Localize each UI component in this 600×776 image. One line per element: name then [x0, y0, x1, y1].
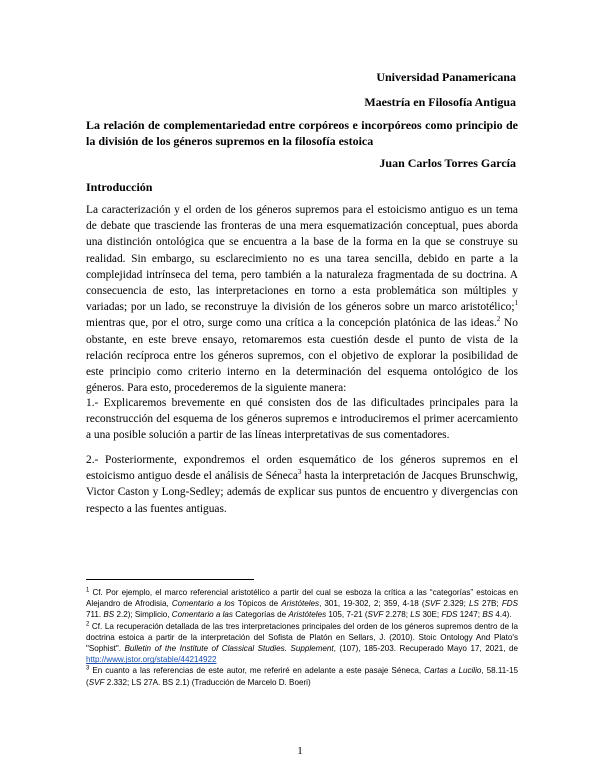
author-name: Juan Carlos Torres García [379, 156, 516, 170]
paragraph-text: hasta la interpretación de Jacques Brunschwig, Victor Caston y Long-Sedley; además de explicar sus puntos de encuentro y divergencias con respecto a las fuentes antiguas. [86, 470, 518, 515]
footnotes [86, 587, 518, 688]
paragraph-step-1: 1.- Explicaremos brevemente en qué consisten dos de las dificultades principales para la reconstrucción del esquema de los géneros supremos e introduciremos el primer acercamiento a una posible solución a partir de las líneas interpretativas de sus comentadores. [86, 397, 518, 442]
paragraph-text: mientras que, por el otro, surge como una crítica a la concepción platónica de las ideas. [86, 317, 497, 330]
footnote-3: $^3$ En cuanto a las referencias de este autor, me referiré en adelante a este pasaje Séneca, Cartas a Lucilio, 58.11-15 (SVF 2.332; LS 27A. BS 2.1) (Traducción de Marcelo D. Boeri) [86, 665, 518, 687]
footnote-number: 1 [86, 587, 90, 594]
footnote-ref[interactable]: 1 [514, 299, 518, 308]
university-name: Universidad Panamericana [376, 70, 516, 84]
paragraph-text: La caracterización y el orden de los géneros supremos para el estoicismo antiguo es un tema de debate que trasciende las fronteras de una mera esquematización conceptual, pues aborda una distinción ontológica que se encuentra a la base de la forma en la que se construye su realidad. Sin embargo, su esclarecimiento no es una tarea sencilla, debido en parte a la complejidad intrínseca del tema, pero también a la naturaleza fragmentada de su doctrina. A consecuencia de esto, las interpretaciones en torno a esta problemática son múltiples y variadas; por un lado, se reconstruye la división de los géneros sobre un marco aristotélico; [86, 204, 518, 314]
document-title: La relación de complementariedad entre corpóreos e incorpóreos como principio de la división de los géneros supremos en la filosofía estoica [86, 118, 518, 148]
footnote-number: 2 [86, 620, 90, 627]
footnote-ref[interactable]: 3 [297, 468, 302, 477]
section-heading: Introducción [86, 180, 153, 194]
footnote-separator [86, 579, 254, 580]
paragraph-text: No obstante, en este breve ensayo, retomaremos esta cuestión desde el punto de vista de la relación recíproca entre los géneros supremos, con el objetivo de explorar la posibilidad de este principio como criterio interno en la determinación del esquema ontológico de los géneros. Para esto, procederemos de la siguiente manera: [86, 317, 518, 395]
paragraph-step-2 [86, 452, 518, 517]
footnote-ref[interactable]: 2 [496, 315, 501, 324]
paragraph-intro [86, 202, 518, 396]
jstor-link[interactable]: http://www.jstor.org/stable/44214922 [86, 655, 217, 665]
program-name: Maestría en Filosofía Antigua [364, 95, 516, 109]
footnote-number: 3 [86, 665, 90, 672]
footnote-1: $^1$ Cf. Por ejemplo, el marco referencial aristotélico a partir del cual se esboza la crítica a las “categorías” estoicas en Alejandro de Afrodisia, Comentario a los Tópicos de Aristóteles, 301, 19-302, 2; 359, 4-18 (SVF 2.329; LS 27B; FDS 711. BS 2.2); Simplicio, Comentario a las Categorías de Aristóteles 105, 7-21 (SVF 2.278; LS 30E; FDS 1247; BS 4.4). [86, 587, 518, 620]
paragraph-text: 2.- Posteriormente, expondremos el orden esquemático de los géneros supremos en el estoicismo antiguo desde el análisis de Séneca [86, 454, 518, 483]
page-number: 1 [297, 745, 303, 757]
footnote-2: $^2$ Cf. La recuperación detallada de las tres interpretaciones principales del orden de los géneros supremos dentro de la doctrina estoica a partir de la interpretación del Sofista de Platón en Sellars, J. (2010). Stoic Ontology And Plato's "Sophist". Bulletin of the Institute of Classical Studies. Supplement, (107), 185-203. Recuperado Mayo 17, 2021, de http://www.jstor.org/stable/44214922 [86, 620, 518, 665]
